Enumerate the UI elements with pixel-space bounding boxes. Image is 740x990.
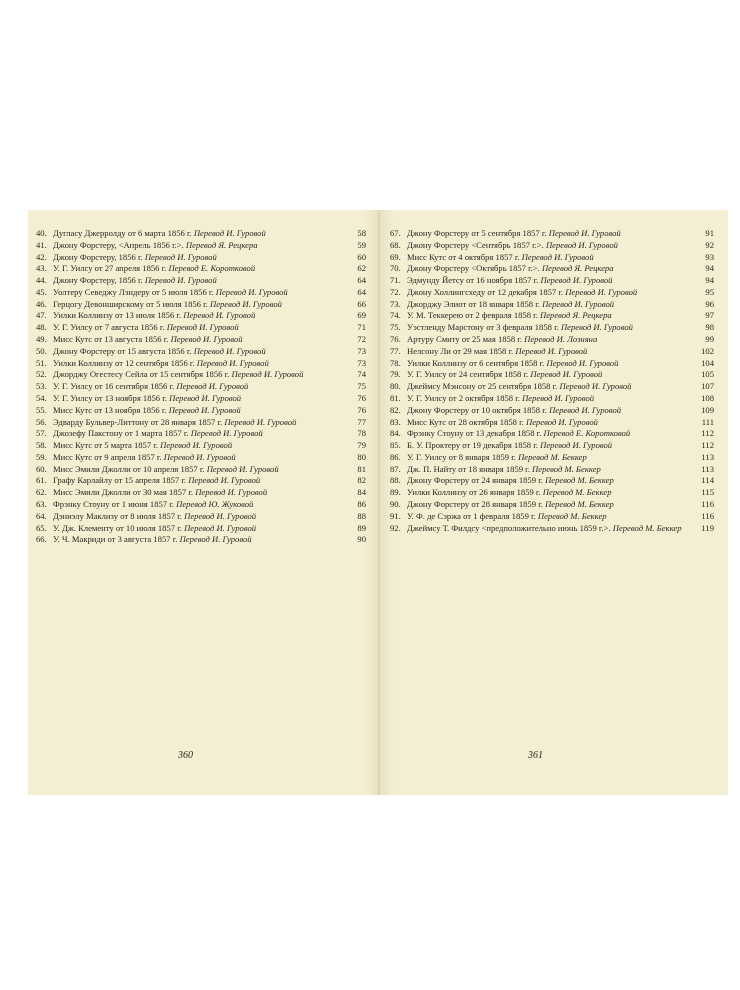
entry-title: Джозефу Пакстону от 1 марта 1857 г. — [53, 428, 189, 439]
entry-page-number: 81 — [357, 463, 366, 474]
entry-number: 80. — [390, 381, 401, 392]
entry-title: У. Г. Уилсу от 24 сентября 1858 г. — [407, 369, 529, 380]
entry-title: Дэниэлу Маклизу от 8 июля 1857 г. — [53, 510, 182, 521]
entry-translator: Перевод Ю. Жуковой — [176, 498, 254, 509]
entry-title: У. Г. Уилсу от 13 ноября 1856 г. — [53, 392, 167, 403]
entry-number: 92. — [390, 522, 401, 533]
entry-number: 49. — [36, 334, 47, 345]
entry-number: 81. — [390, 392, 401, 403]
entry-page-number: 107 — [701, 381, 714, 392]
entry-translator: Перевод И. Гуровой — [515, 345, 588, 356]
entry-translator: Перевод И. Гуровой — [522, 392, 595, 403]
contents-entry — [36, 428, 366, 439]
contents-entry — [390, 310, 714, 321]
entry-translator: Перевод И. Гуровой — [188, 475, 261, 486]
entry-translator: Перевод И. Гуровой — [163, 451, 236, 462]
entry-number: 42. — [36, 251, 47, 262]
entry-title: Фрэнку Стоуну от 13 декабря 1858 г. — [407, 428, 542, 439]
entry-number: 90. — [390, 498, 401, 509]
entry-number: 55. — [36, 404, 47, 415]
entry-translator: Перевод И. Лозняна — [524, 334, 598, 345]
entry-title: Уэстленду Марстону от 3 февраля 1858 г. — [407, 322, 559, 333]
entry-translator: Перевод И. Гуровой — [530, 369, 603, 380]
entry-title: Мисс Кутс от 5 марта 1857 г. — [53, 440, 158, 451]
entry-translator: Перевод И. Гуровой — [160, 440, 233, 451]
entry-title: Джону Форстеру, <Апрель 1856 г.>. — [53, 239, 184, 250]
entry-title: У. Г. Уилсу от 8 января 1859 г. — [407, 451, 516, 462]
entry-page-number: 112 — [701, 428, 714, 439]
entry-translator: Перевод И. Гуровой — [546, 357, 619, 368]
contents-entry — [390, 417, 714, 428]
entry-number: 72. — [390, 286, 401, 297]
entry-page-number: 95 — [705, 286, 714, 297]
contents-entry — [36, 475, 366, 486]
entry-number: 76. — [390, 334, 401, 345]
entry-page-number: 72 — [357, 334, 366, 345]
contents-entry — [390, 287, 714, 298]
entry-title: Мисс Кутс от 13 августа 1856 г. — [53, 334, 169, 345]
entry-page-number: 64 — [357, 286, 366, 297]
entry-number: 40. — [36, 228, 47, 238]
contents-entry — [390, 322, 714, 333]
entry-page-number: 93 — [705, 251, 714, 262]
contents-entry — [390, 511, 714, 522]
entry-page-number: 115 — [701, 487, 714, 498]
entry-page-number: 89 — [357, 522, 366, 533]
entry-page-number: 66 — [357, 298, 366, 309]
entry-translator: Перевод И. Гуровой — [559, 381, 632, 392]
entry-page-number: 92 — [705, 239, 714, 250]
entry-title: Фрэнку Стоуну от 1 июня 1857 г. — [53, 498, 174, 509]
entry-translator: Перевод И. Гуровой — [184, 522, 257, 533]
entry-page-number: 113 — [701, 451, 714, 462]
entry-page-number: 105 — [701, 369, 714, 380]
entry-number: 89. — [390, 487, 401, 498]
entry-translator: Перевод И. Гуровой — [144, 275, 217, 286]
entry-number: 44. — [36, 275, 47, 286]
entry-number: 83. — [390, 416, 401, 427]
entry-translator: Перевод И. Гуровой — [170, 334, 243, 345]
contents-entry — [36, 452, 366, 463]
contents-entry — [36, 534, 366, 545]
entry-title: Джону Форстеру <Октябрь 1857 г.>. — [407, 263, 540, 274]
contents-entry — [390, 334, 714, 345]
entry-translator: Перевод И. Гуровой — [166, 322, 239, 333]
entry-translator: Перевод И. Гуровой — [542, 298, 615, 309]
contents-entry — [36, 369, 366, 380]
entry-translator: Перевод И. Гуровой — [215, 286, 288, 297]
entry-title: У. Г. Уилсу от 16 сентября 1856 г. — [53, 381, 175, 392]
entry-title: У. Ф. де Сэржа от 1 февраля 1859 г. — [407, 510, 536, 521]
contents-entry — [390, 487, 714, 498]
contents-entry — [36, 358, 366, 369]
contents-entry — [390, 369, 714, 380]
entry-translator: Перевод И. Гуровой — [176, 381, 249, 392]
entry-number: 86. — [390, 451, 401, 462]
entry-page-number: 96 — [705, 298, 714, 309]
entry-page-number: 90 — [357, 534, 366, 545]
entry-number: 62. — [36, 487, 47, 498]
entry-title: Эдмунду Йетсу от 16 ноября 1857 г. — [407, 275, 539, 286]
entry-title: Уилки Коллинзу от 26 января 1859 г. — [407, 487, 541, 498]
entry-number: 91. — [390, 510, 401, 521]
entry-title: Джеймсу Мэнсону от 25 сентября 1858 г. — [407, 381, 558, 392]
entry-page-number: 82 — [357, 475, 366, 486]
entry-title: Джону Холлингсхеду от 12 декабря 1857 г. — [407, 286, 564, 297]
entry-number: 85. — [390, 440, 401, 451]
entry-title: Нелсону Ли от 29 мая 1858 г. — [407, 345, 514, 356]
entry-page-number: 97 — [705, 310, 714, 321]
entry-number: 59. — [36, 451, 47, 462]
contents-entry — [36, 310, 366, 321]
entry-title: Джону Форстеру от 10 октября 1858 г. — [407, 404, 547, 415]
contents-entry — [390, 381, 714, 392]
entry-number: 45. — [36, 286, 47, 297]
entry-title: Уилки Коллинзу от 12 сентября 1856 г. — [53, 357, 195, 368]
entry-title: Мисс Кутс от 9 апреля 1857 г. — [53, 451, 162, 462]
entry-number: 46. — [36, 298, 47, 309]
entry-page-number: 99 — [705, 334, 714, 345]
entry-translator: Перевод Я. Рецкера — [541, 263, 614, 274]
contents-entry — [390, 440, 714, 451]
entry-page-number: 59 — [357, 239, 366, 250]
entry-translator: Перевод Я. Рецкера — [540, 310, 612, 321]
entry-title: Мисс Эмили Джолли от 30 мая 1857 г. — [53, 487, 194, 498]
entry-translator: Перевод М. Беккер — [545, 475, 614, 486]
entry-page-number: 111 — [701, 416, 714, 427]
entry-title: У. Г. Уилсу от 2 октября 1858 г. — [407, 392, 520, 403]
entry-translator: Перевод М. Беккер — [532, 463, 601, 474]
entry-page-number: 113 — [701, 463, 714, 474]
entry-page-number: 108 — [701, 392, 714, 403]
entry-translator: Перевод М. Беккер — [545, 498, 614, 509]
contents-entry — [36, 334, 366, 345]
entry-page-number: 86 — [357, 498, 366, 509]
entry-translator: Перевод И. Гуровой — [525, 416, 598, 427]
page-number-left: 360 — [178, 750, 193, 761]
contents-entry — [36, 287, 366, 298]
entry-page-number: 77 — [357, 416, 366, 427]
entry-number: 87. — [390, 463, 401, 474]
entry-number: 61. — [36, 475, 47, 486]
entry-page-number: 94 — [705, 263, 714, 274]
entry-number: 53. — [36, 381, 47, 392]
entry-page-number: 80 — [357, 451, 366, 462]
entry-number: 88. — [390, 475, 401, 486]
entry-title: Герцогу Девонширскому от 5 июля 1856 г. — [53, 298, 208, 309]
entry-page-number: 84 — [357, 487, 366, 498]
entry-number: 52. — [36, 369, 47, 380]
contents-entry — [36, 464, 366, 475]
contents-entry — [36, 440, 366, 451]
page-right — [378, 210, 728, 795]
entry-title: Графу Карлайлу от 15 апреля 1857 г. — [53, 475, 187, 486]
contents-entry — [36, 381, 366, 392]
contents-entry — [390, 393, 714, 404]
entry-number: 43. — [36, 263, 47, 274]
entry-number: 74. — [390, 310, 401, 321]
contents-entry — [390, 405, 714, 416]
entry-translator: Перевод И. Гуровой — [209, 298, 282, 309]
entry-number: 51. — [36, 357, 47, 368]
contents-entry — [390, 358, 714, 369]
contents-entry — [390, 299, 714, 310]
entry-title: Джеймсу Т. Филдсу <предположительно июнь 1859 г.>. — [407, 522, 611, 533]
entry-translator: Перевод И. Гуровой — [549, 404, 622, 415]
entry-page-number: 60 — [357, 251, 366, 262]
entry-translator: Перевод М. Беккер — [537, 510, 607, 521]
entry-number: 69. — [390, 251, 401, 262]
entry-translator: Перевод И. Гуровой — [545, 239, 618, 250]
entry-translator: Перевод И. Гуровой — [231, 369, 304, 380]
entry-page-number: 73 — [357, 357, 366, 368]
entry-title: Джорджу Огестесу Сейла от 15 сентября 1856 г. — [53, 369, 230, 380]
entry-title: Джону Форстеру, 1856 г. — [53, 275, 143, 286]
entry-number: 66. — [36, 534, 47, 545]
entry-translator: Перевод И. Гуровой — [521, 251, 594, 262]
contents-entry — [36, 240, 366, 251]
contents-entry — [390, 240, 714, 251]
page-left — [28, 210, 376, 795]
contents-entry — [36, 417, 366, 428]
entry-translator: Перевод И. Гуровой — [190, 428, 263, 439]
contents-entry — [36, 523, 366, 534]
entry-page-number: 62 — [357, 263, 366, 274]
contents-entry — [36, 252, 366, 263]
entry-page-number: 64 — [357, 275, 366, 286]
entry-title: Эдварду Бульвер-Литтону от 28 января 1857 г. — [53, 416, 223, 427]
entry-translator: Перевод Е. Коротковой — [168, 263, 256, 274]
contents-entry — [36, 263, 366, 274]
entry-page-number: 69 — [357, 310, 366, 321]
contents-entry — [390, 499, 714, 510]
contents-entry — [390, 523, 714, 534]
entry-title: У. Ч. Макриди от 3 августа 1857 г. — [53, 534, 178, 545]
entry-translator: Перевод И. Гуровой — [183, 310, 256, 321]
entry-title: Б. У. Проктеру от 19 декабря 1858 г. — [407, 440, 538, 451]
entry-number: 73. — [390, 298, 401, 309]
contents-entry — [390, 452, 714, 463]
contents-entry — [36, 322, 366, 333]
entry-translator: Перевод И. Гуровой — [179, 534, 252, 545]
contents-entry — [36, 393, 366, 404]
entry-translator: Перевод И. Гуровой — [565, 286, 638, 297]
entry-title: Мисс Кутс от 4 октября 1857 г. — [407, 251, 520, 262]
entry-number: 79. — [390, 369, 401, 380]
entry-translator: Перевод И. Гуровой — [196, 357, 269, 368]
entry-translator: Перевод М. Беккер — [518, 451, 587, 462]
entry-title: Мисс Кутс от 28 октября 1858 г. — [407, 416, 524, 427]
entry-title: Мисс Кутс от 13 ноября 1856 г. — [53, 404, 167, 415]
entry-page-number: 119 — [701, 522, 714, 533]
entry-page-number: 76 — [357, 404, 366, 415]
entry-title: Джону Форстеру от 28 января 1859 г. — [407, 498, 543, 509]
entry-translator: Перевод И. Гуровой — [548, 228, 621, 238]
contents-entry — [390, 228, 714, 239]
entry-number: 78. — [390, 357, 401, 368]
contents-entry — [36, 499, 366, 510]
entry-title: Джорджу Элиот от 18 января 1858 г. — [407, 298, 540, 309]
contents-entry — [390, 275, 714, 286]
contents-entry — [390, 346, 714, 357]
entry-page-number: 112 — [701, 440, 714, 451]
entry-translator: Перевод И. Гуровой — [206, 463, 279, 474]
entry-translator: Перевод Е. Коротковой — [543, 428, 631, 439]
entry-title: У. Дж. Клементу от 10 июля 1857 г. — [53, 522, 182, 533]
entry-title: У. Г. Уилсу от 7 августа 1856 г. — [53, 322, 165, 333]
contents-entry — [390, 252, 714, 263]
entry-page-number: 74 — [357, 369, 366, 380]
entry-title: У. Г. Уилсу от 27 апреля 1856 г. — [53, 263, 167, 274]
entry-title: Уилки Коллинзу от 13 июля 1856 г. — [53, 310, 182, 321]
entry-page-number: 79 — [357, 440, 366, 451]
entry-number: 71. — [390, 275, 401, 286]
entry-page-number: 104 — [701, 357, 714, 368]
entry-translator: Перевод И. Гуровой — [540, 275, 613, 286]
entry-title: Мисс Эмили Джолли от 10 апреля 1857 г. — [53, 463, 205, 474]
entry-translator: Перевод М. Беккер — [542, 487, 612, 498]
entry-translator: Перевод Я. Рецкера — [185, 239, 258, 250]
entry-number: 84. — [390, 428, 401, 439]
entry-page-number: 114 — [701, 475, 714, 486]
contents-entry — [390, 475, 714, 486]
entry-number: 48. — [36, 322, 47, 333]
entry-number: 58. — [36, 440, 47, 451]
entry-number: 41. — [36, 239, 47, 250]
contents-entry — [36, 275, 366, 286]
entry-number: 77. — [390, 345, 401, 356]
entry-page-number: 94 — [705, 275, 714, 286]
entry-page-number: 58 — [357, 228, 366, 238]
entry-page-number: 91 — [705, 228, 714, 238]
entry-number: 82. — [390, 404, 401, 415]
entry-number: 47. — [36, 310, 47, 321]
entry-number: 70. — [390, 263, 401, 274]
entry-number: 57. — [36, 428, 47, 439]
entry-title: Дж. П. Найту от 18 января 1859 г. — [407, 463, 530, 474]
entry-title: Джону Форстеру, 1856 г. — [53, 251, 143, 262]
entry-page-number: 71 — [357, 322, 366, 333]
entry-number: 54. — [36, 392, 47, 403]
entry-translator: Перевод И. Гуровой — [540, 440, 613, 451]
entry-title: Дугласу Джерролду от 6 марта 1856 г. — [53, 228, 192, 238]
entry-number: 65. — [36, 522, 47, 533]
entry-page-number: 109 — [701, 404, 714, 415]
entry-page-number: 73 — [357, 345, 366, 356]
entry-translator: Перевод И. Гуровой — [195, 487, 268, 498]
entry-translator: Перевод И. Гуровой — [560, 322, 633, 333]
entry-page-number: 102 — [701, 345, 714, 356]
entry-number: 68. — [390, 239, 401, 250]
entry-translator: Перевод И. Гуровой — [224, 416, 297, 427]
entry-title: Уилки Коллинзу от 6 сентября 1858 г. — [407, 357, 545, 368]
entry-page-number: 75 — [357, 381, 366, 392]
contents-entry — [36, 346, 366, 357]
entry-translator: Перевод И. Гуровой — [184, 510, 257, 521]
entry-number: 64. — [36, 510, 47, 521]
contents-entry — [36, 228, 366, 239]
entry-number: 56. — [36, 416, 47, 427]
entry-title: Джону Форстеру от 5 сентября 1857 г. — [407, 228, 547, 238]
entry-page-number: 116 — [701, 510, 714, 521]
entry-page-number: 116 — [701, 498, 714, 509]
contents-list-right — [390, 228, 714, 533]
contents-list-left — [36, 228, 366, 545]
contents-entry — [36, 511, 366, 522]
entry-page-number: 98 — [705, 322, 714, 333]
entry-number: 60. — [36, 463, 47, 474]
entry-number: 50. — [36, 345, 47, 356]
contents-entry — [390, 428, 714, 439]
entry-page-number: 78 — [357, 428, 366, 439]
page-number-right: 361 — [528, 750, 543, 761]
entry-title: Уолтеру Севеджу Лэндеру от 5 июля 1856 г. — [53, 286, 214, 297]
entry-title: Джону Форстеру от 15 августа 1856 г. — [53, 345, 192, 356]
contents-entry — [36, 405, 366, 416]
entry-title: Джону Форстеру от 24 января 1859 г. — [407, 475, 543, 486]
entry-translator: Перевод И. Гуровой — [169, 392, 242, 403]
entry-translator: Перевод И. Гуровой — [168, 404, 241, 415]
entry-page-number: 76 — [357, 392, 366, 403]
contents-entry — [390, 263, 714, 274]
entry-translator: Перевод М. Беккер — [612, 522, 682, 533]
contents-entry — [36, 299, 366, 310]
entry-translator: Перевод И. Гуровой — [193, 345, 266, 356]
contents-entry — [390, 464, 714, 475]
entry-number: 67. — [390, 228, 401, 238]
contents-entry — [36, 487, 366, 498]
entry-title: У. М. Теккерею от 2 февраля 1858 г. — [407, 310, 538, 321]
entry-number: 75. — [390, 322, 401, 333]
entry-page-number: 88 — [357, 510, 366, 521]
entry-title: Джону Форстеру <Сентябрь 1857 г.>. — [407, 239, 544, 250]
entry-title: Артуру Смиту от 25 мая 1858 г. — [407, 334, 522, 345]
entry-translator: Перевод И. Гуровой — [193, 228, 266, 238]
entry-translator: Перевод И. Гуровой — [144, 251, 217, 262]
book-spread — [28, 210, 728, 795]
entry-number: 63. — [36, 498, 47, 509]
